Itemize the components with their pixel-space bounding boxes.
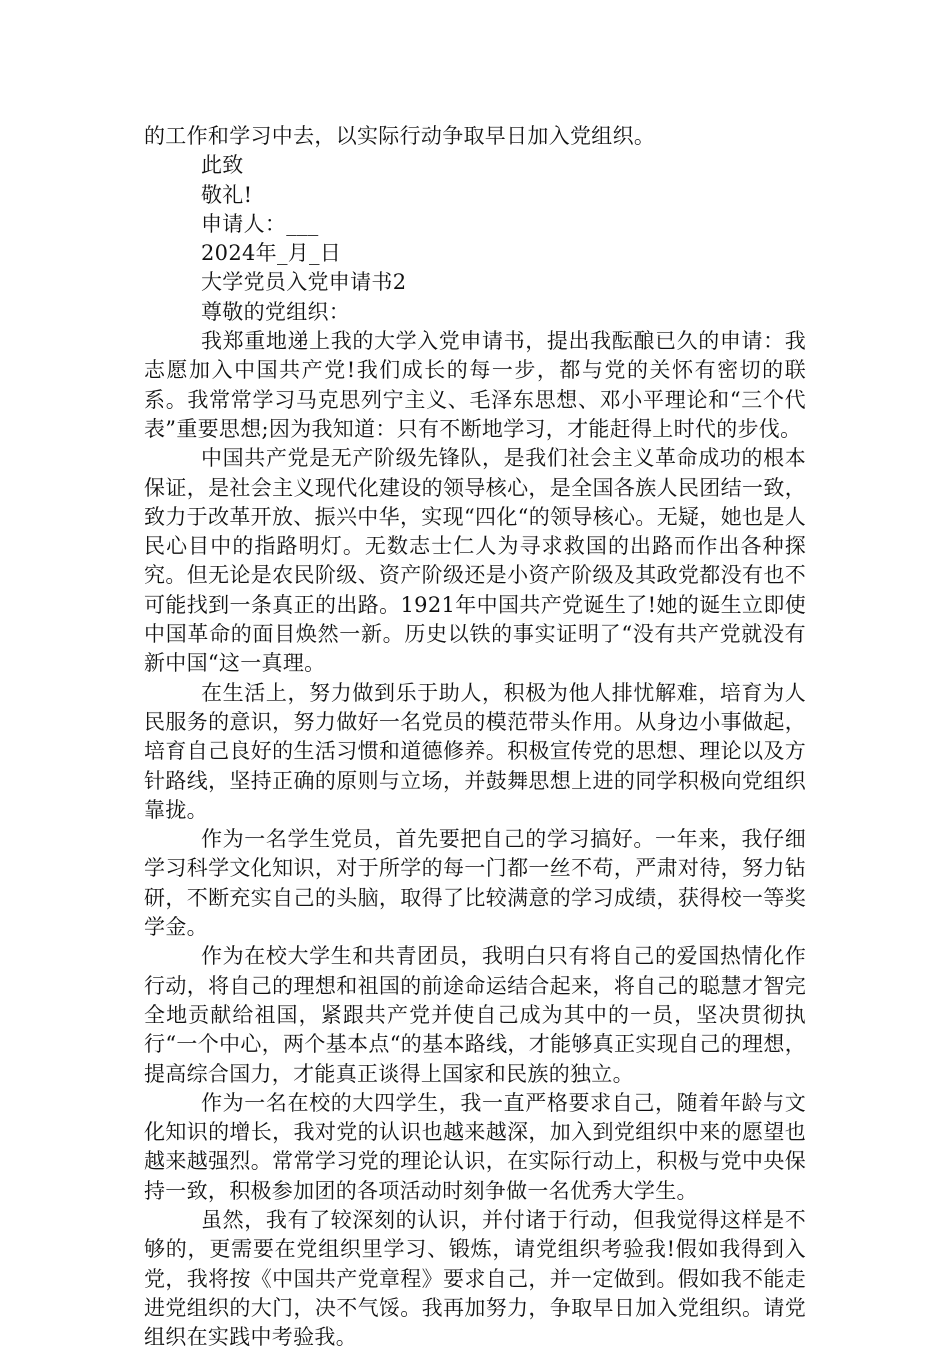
- closing-regards: 敬礼!: [201, 182, 253, 207]
- body-paragraph: 作为一名学生党员，首先要把自己的学习搞好。一年来，我仔细学习科学文化知识，对于所学的每一门都一丝不苟，严肃对待，努力钻研，不断充实自己的头脑，取得了比较满意的学习成绩，获得校一等奖学金。: [144, 827, 806, 940]
- letter-title: 大学党员入党申请书2: [201, 270, 407, 295]
- document-page: [144, 122, 806, 1352]
- letter-greeting: 尊敬的党组织：: [201, 299, 351, 324]
- body-paragraph: 虽然，我有了较深刻的认识，并付诸于行动，但我觉得这样是不够的，更需要在党组织里学习、锻炼，请党组织考验我!假如我得到入党，我将按《中国共产党章程》要求自己，并一定做到。假如我不能走进党组织的大门，决不气馁。我再加努力，争取早日加入党组织。请党组织在实践中考验我。: [144, 1207, 806, 1350]
- body-paragraph: 作为一名在校的大四学生，我一直严格要求自己，随着年龄与文化知识的增长，我对党的认识也越来越深，加入到党组织中来的愿望也越来越强烈。常常学习党的理论认识，在实际行动上，积极与党中央保持一致，积极参加团的各项活动时刻争做一名优秀大学生。: [144, 1090, 806, 1203]
- body-paragraph: 作为在校大学生和共青团员，我明白只有将自己的爱国热情化作行动，将自己的理想和祖国的前途命运结合起来，将自己的聪慧才智完全地贡献给祖国，紧跟共产党并使自己成为其中的一员，坚决贯彻执行“一个中心，两个基本点“的基本路线，才能够真正实现自己的理想，提高综合国力，才能真正谈得上国家和民族的独立。: [144, 944, 806, 1086]
- date-line: 2024年_月_日: [201, 241, 342, 266]
- body-paragraph: 我郑重地递上我的大学入党申请书，提出我酝酿已久的申请：我志愿加入中国共产党!我们成长的每一步，都与党的关怀有密切的联系。我常常学习马克思列宁主义、毛泽东思想、邓小平理论和“三个代表”重要思想;因为我知道：只有不断地学习，才能赶得上时代的步伐。: [144, 329, 806, 441]
- body-paragraph: 在生活上，努力做到乐于助人，积极为他人排忧解难，培育为人民服务的意识，努力做好一名党员的模范带头作用。从身边小事做起，培育自己良好的生活习惯和道德修养。积极宣传党的思想、理论以及方针路线，坚持正确的原则与立场，并鼓舞思想上进的同学积极向党组织靠拢。: [144, 680, 806, 822]
- closing-salutation: 此致: [201, 153, 244, 178]
- applicant-signature-line: 申请人：___: [201, 211, 319, 236]
- previous-letter-ending: 的工作和学习中去，以实际行动争取早日加入党组织。: [144, 124, 656, 148]
- body-paragraph: 中国共产党是无产阶级先锋队，是我们社会主义革命成功的根本保证，是社会主义现代化建设的领导核心，是全国各族人民团结一致，致力于改革开放、振兴中华，实现“四化“的领导核心。无疑，她也是人民心目中的指路明灯。无数志士仁人为寻求救国的出路而作出各种探究。但无论是农民阶级、资产阶级还是小资产阶级及其政党都没有也不可能找到一条真正的出路。1921年中国共产党诞生了!她的诞生立即使中国革命的面目焕然一新。历史以铁的事实证明了“没有共产党就没有新中国“这一真理。: [144, 446, 806, 676]
